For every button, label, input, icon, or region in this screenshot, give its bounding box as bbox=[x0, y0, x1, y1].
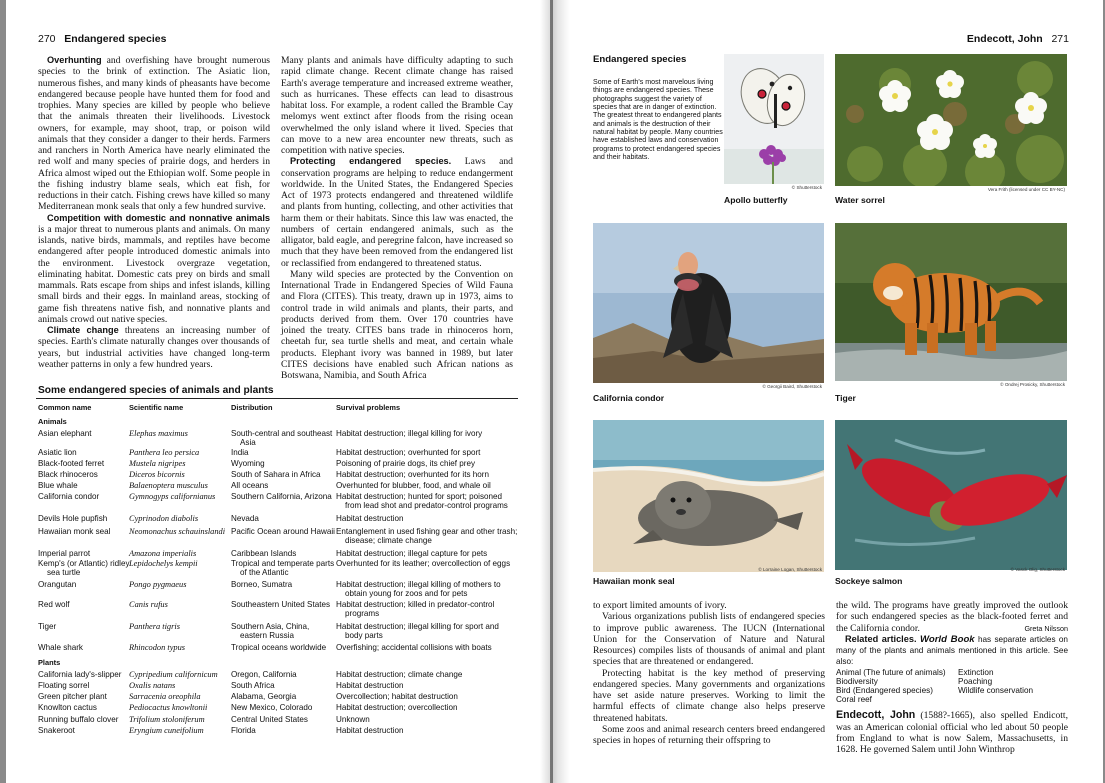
related-intro: has separate articles on many of the plants and animals mentioned in this article. See also: bbox=[836, 634, 1068, 667]
credit-sorrel: Vera Frith (licensed under CC BY-NC) bbox=[987, 187, 1065, 192]
cell-distribution: Central United States bbox=[231, 715, 308, 724]
cell-survival-problems: Habitat destruction; hunted for sport; poisoned from lead shot and predator-control programs bbox=[336, 492, 508, 511]
cell-survival-problems: Habitat destruction; overcollection bbox=[336, 703, 458, 712]
cell-common-name: Whale shark bbox=[38, 643, 83, 652]
paragraph: the wild. The programs have greatly improved the outlook for such endangered species as the black-footed ferret and the California condor. bbox=[836, 600, 1068, 634]
related-articles-list bbox=[836, 668, 1068, 705]
cell-distribution: Oregon, California bbox=[231, 670, 297, 679]
sorrel-image bbox=[835, 54, 1067, 186]
cell-scientific-name: Cypripedium californicum bbox=[129, 670, 218, 679]
sidebar-title: Endangered species bbox=[593, 54, 687, 65]
paragraph: Some zoos and animal research centers breed endangered species in hopes of returning their offspring to bbox=[593, 723, 825, 746]
left-column-2 bbox=[281, 55, 513, 381]
cell-survival-problems: Habitat destruction; illegal killing for sport and body parts bbox=[336, 622, 499, 641]
cell-distribution: Borneo, Sumatra bbox=[231, 580, 293, 589]
animals-label: Animals bbox=[38, 417, 67, 426]
cell-distribution: Alabama, Georgia bbox=[231, 692, 297, 701]
cell-distribution: Nevada bbox=[231, 514, 259, 523]
section-title: Endangered species bbox=[64, 33, 167, 45]
cell-survival-problems: Habitat destruction; overhunted for sport bbox=[336, 448, 481, 457]
cell-scientific-name: Pediocactus knowltonii bbox=[129, 703, 208, 712]
cell-common-name: Floating sorrel bbox=[38, 681, 90, 690]
left-column-1 bbox=[38, 55, 270, 370]
cell-scientific-name: Gymnogyps californianus bbox=[129, 492, 216, 501]
header-survival-problems: Survival problems bbox=[336, 403, 401, 412]
cell-survival-problems: Habitat destruction; illegal killing of mothers to obtain young for zoos and for pets bbox=[336, 580, 501, 599]
cell-distribution: Wyoming bbox=[231, 459, 265, 468]
cell-distribution: India bbox=[231, 448, 249, 457]
cell-survival-problems: Overcollection; habitat destruction bbox=[336, 692, 458, 701]
para-lead: Overhunting bbox=[47, 55, 102, 65]
paragraph: Laws and conservation programs are helping to reduce endangerment worldwide. In the United States, the Endangered Species Act of 1973 protects endangered and threatened wildlife and plants from hunting, collecting, and other activities that harm them or their habitats. Since this law was enacted, the numbers of certain endangered animals, such as the alligator, bald eagle, and peregrine falcon, have increased so much that they have been removed from the endangered list or reclassified from endangered to threatened status. bbox=[281, 156, 513, 269]
cell-distribution: South Africa bbox=[231, 681, 275, 690]
guide-word: Endecott, John bbox=[966, 33, 1043, 45]
related-label: Related articles. bbox=[845, 633, 917, 644]
photo-monk-seal bbox=[593, 420, 824, 572]
caption-apollo: Apollo butterfly bbox=[724, 195, 788, 205]
paragraph: Various organizations publish lists of endangered species to improve public awareness. The IUCN (International Union for the Conservation of Nature and Natural Resources) compiles lists of thousands of animal and plant species that are threatened or endangered. bbox=[593, 611, 825, 668]
cell-common-name: Running buffalo clover bbox=[38, 715, 119, 724]
cell-distribution: Tropical and temperate parts of the Atlantic bbox=[231, 559, 335, 578]
cell-survival-problems: Overhunted for its leather; overcollection of eggs bbox=[336, 559, 511, 568]
cell-scientific-name: Oxalis natans bbox=[129, 681, 176, 690]
paragraph: is a major threat to numerous plants and animals. On many islands, native birds, mammals, and reptiles have become endangered after people introduced domestic animals into the environment. Livestock overgraze vegetation, eliminating habitat. Domestic cats prey on birds and small mammals. Rats escape from ships and infest islands, killing small birds and their eggs. In mainland areas, stocking of game fish threatens native fish, and nonnative plants and animals crowd out native species. bbox=[38, 223, 270, 325]
cell-common-name: Hawaiian monk seal bbox=[38, 527, 111, 536]
salmon-image bbox=[835, 420, 1067, 570]
cell-survival-problems: Overhunted for blubber, food, and whale oil bbox=[336, 481, 491, 490]
entry-text: (1588?-1665), also spelled Endicott, was an American colonial official who led about 50 people from England to what is now Salem, Massachusetts, in 1628. He governed Salem until John Winthrop bbox=[836, 710, 1068, 756]
left-running-head bbox=[38, 33, 166, 45]
related-article-link[interactable]: Biodiversity bbox=[836, 676, 878, 686]
related-article-link bbox=[958, 695, 1068, 704]
left-page-number: 270 bbox=[38, 33, 56, 45]
cell-scientific-name: Panthera leo persica bbox=[129, 448, 200, 457]
credit-tiger: © Ondrej Prosicky, Shutterstock bbox=[1000, 382, 1065, 387]
seal-image bbox=[593, 420, 824, 572]
photo-apollo-butterfly bbox=[724, 54, 824, 184]
right-column-2 bbox=[836, 600, 1068, 755]
photo-tiger bbox=[835, 223, 1067, 381]
credit-salmon: © Vasck Olig, Shutterstock bbox=[1010, 567, 1065, 572]
para-lead: Climate change bbox=[47, 325, 119, 335]
caption-condor: California condor bbox=[593, 393, 665, 403]
butterfly-image bbox=[724, 54, 824, 184]
header-distribution: Distribution bbox=[231, 403, 273, 412]
caption-salmon: Sockeye salmon bbox=[835, 576, 903, 586]
entry-head: Endecott, John bbox=[836, 709, 916, 722]
cell-scientific-name: Amazona imperialis bbox=[129, 549, 197, 558]
cell-scientific-name: Diceros bicornis bbox=[129, 470, 185, 479]
cell-common-name: Red wolf bbox=[38, 600, 70, 609]
cell-survival-problems: Habitat destruction; overhunted for its horn bbox=[336, 470, 489, 479]
right-running-head bbox=[967, 33, 1069, 45]
author-credit: Greta Nilsson bbox=[1024, 623, 1068, 633]
cell-survival-problems: Habitat destruction bbox=[336, 514, 404, 523]
plants-label: Plants bbox=[38, 658, 61, 667]
table-top-rule bbox=[36, 398, 518, 399]
cell-survival-problems: Habitat destruction bbox=[336, 726, 404, 735]
cell-common-name: Imperial parrot bbox=[38, 549, 91, 558]
cell-scientific-name: Elephas maximus bbox=[129, 429, 188, 438]
species-table bbox=[38, 403, 518, 743]
cell-distribution: Caribbean Islands bbox=[231, 549, 297, 558]
related-article-link[interactable]: Extinction bbox=[958, 667, 994, 677]
cell-common-name: California lady's-slipper bbox=[38, 670, 122, 679]
cell-scientific-name: Cyprinodon diabolis bbox=[129, 514, 199, 523]
para-lead: Competition with domestic and nonnative animals bbox=[47, 212, 270, 223]
credit-seal: © Lorraine Logan, Shutterstock bbox=[758, 567, 822, 572]
cell-distribution: Southern Asia, China, eastern Russia bbox=[231, 622, 310, 641]
cell-survival-problems: Poisoning of prairie dogs, its chief prey bbox=[336, 459, 476, 468]
paragraph: Many plants and animals have difficulty adapting to such rapid climate change. Recent climate change has raised Earth's average temperature and increased extreme weather, such as hurricanes. These effects can lead to disastrous habitat loss. For example, a rodent called the Bramble Cay melomys went extinct after floods from the rising ocean overwhelmed the only island where it lived. Species that can move to a new area encounter new threats, such as competition with native species. bbox=[281, 55, 513, 156]
sidebar-text: Some of Earth's most marvelous living things are endangered species. These photographs suggest the variety of species that are in danger of extinction. The greatest threat to endangered plants and animals is the destruction of their natural habitat by people. Many countries have established laws and conservation programs to protect endangered species and their habitats. bbox=[593, 78, 723, 162]
table-title: Some endangered species of animals and plants bbox=[38, 385, 274, 396]
cell-common-name: California condor bbox=[38, 492, 100, 501]
header-common-name: Common name bbox=[38, 403, 92, 412]
photo-salmon bbox=[835, 420, 1067, 570]
caption-seal: Hawaiian monk seal bbox=[593, 576, 675, 586]
related-source: World Book bbox=[919, 633, 975, 645]
cell-survival-problems: Entanglement in used fishing gear and other trash; disease; climate change bbox=[336, 527, 518, 546]
cell-survival-problems: Overfishing; accidental collisions with boats bbox=[336, 643, 492, 652]
cell-distribution: Southeastern United States bbox=[231, 600, 330, 609]
condor-image bbox=[593, 223, 824, 383]
related-article-link[interactable]: Animal (The future of animals) bbox=[836, 667, 946, 677]
related-article-link[interactable]: Coral reef bbox=[836, 695, 872, 705]
photo-condor bbox=[593, 223, 824, 383]
cell-distribution: Southern California, Arizona bbox=[231, 492, 332, 501]
cell-common-name: Devils Hole pupfish bbox=[38, 514, 108, 523]
header-scientific-name: Scientific name bbox=[129, 403, 184, 412]
paragraph: Many wild species are protected by the Convention on International Trade in Endangered Species of Wild Fauna and Flora (CITES). This treaty, drawn up in 1973, aims to control trade in wild animals and plants, their parts, and products derived from them. Over 170 countries have joined the treaty. CITES bans trade in rhinoceros horn, cheetah fur, sea turtle shells and meat, and certain whale products. Elephant ivory was banned in 1989, but later CITES decisions have enabled such African nations as Botswana, Namibia, and South Africa bbox=[281, 268, 513, 381]
credit-apollo: © Shutterstock bbox=[791, 185, 822, 190]
cell-scientific-name: Rhincodon typus bbox=[129, 643, 186, 652]
cell-common-name: Orangutan bbox=[38, 580, 77, 589]
cell-common-name: Green pitcher plant bbox=[38, 692, 107, 701]
cell-scientific-name: Mustela nigripes bbox=[129, 459, 186, 468]
right-page bbox=[553, 0, 1103, 783]
cell-distribution: Pacific Ocean around Hawaii bbox=[231, 527, 335, 536]
right-column-1 bbox=[593, 600, 825, 746]
cell-scientific-name: Eryngium cuneifolium bbox=[129, 726, 204, 735]
left-page bbox=[6, 0, 550, 783]
photo-water-sorrel bbox=[835, 54, 1067, 186]
tiger-image bbox=[835, 223, 1067, 381]
cell-scientific-name: Pongo pygmaeus bbox=[129, 580, 187, 589]
cell-distribution: New Mexico, Colorado bbox=[231, 703, 313, 712]
right-page-number: 271 bbox=[1051, 33, 1069, 45]
paragraph: to export limited amounts of ivory. bbox=[593, 600, 727, 611]
cell-common-name: Kemp's (or Atlantic) ridley sea turtle bbox=[38, 559, 130, 578]
cell-common-name: Asiatic lion bbox=[38, 448, 77, 457]
cell-common-name: Knowlton cactus bbox=[38, 703, 97, 712]
cell-survival-problems: Habitat destruction; illegal killing for ivory bbox=[336, 429, 483, 438]
cell-scientific-name: Lepidochelys kempii bbox=[129, 559, 198, 568]
cell-scientific-name: Canis rufus bbox=[129, 600, 168, 609]
cell-distribution: Florida bbox=[231, 726, 256, 735]
related-article-link[interactable]: Bird (Endangered species) bbox=[836, 685, 933, 695]
caption-sorrel: Water sorrel bbox=[835, 195, 885, 205]
cell-survival-problems: Habitat destruction; killed in predator-control programs bbox=[336, 600, 495, 619]
credit-condor: © Georgii Baird, Shutterstock bbox=[762, 384, 822, 389]
cell-common-name: Black-footed ferret bbox=[38, 459, 105, 468]
para-lead: Protecting endangered species. bbox=[290, 156, 452, 167]
cell-scientific-name: Panthera tigris bbox=[129, 622, 180, 631]
cell-distribution: South of Sahara in Africa bbox=[231, 470, 321, 479]
cell-distribution: Tropical oceans worldwide bbox=[231, 643, 327, 652]
cell-distribution: South-central and southeast Asia bbox=[231, 429, 333, 448]
cell-scientific-name: Sarracenia oreophila bbox=[129, 692, 201, 701]
related-article-link[interactable]: Poaching bbox=[958, 676, 993, 686]
cell-common-name: Blue whale bbox=[38, 481, 78, 490]
paragraph: and overfishing have brought numerous species to the brink of extinction. The Asiatic lion, numerous fishes, and many kinds of pheasants have become endangered because people have hunted them for food and trophies. Many species are killed by people who believe that the animals threaten their livelihoods. Livestock owners, for example, may shoot, trap, or poison wild animals that they consider a danger to their herds. Farmers and ranchers in North America have nearly eliminated the red wolf and many species of prairie dogs, and herders in Africa almost wiped out the Ethiopian wolf. Some people in the fishing industry blame seals, which eat fish, for reductions in their catch. Fishing crews have killed so many Mediterranean monk seals that only a few hundred survive. bbox=[38, 55, 270, 213]
cell-survival-problems: Habitat destruction; climate change bbox=[336, 670, 463, 679]
caption-tiger: Tiger bbox=[835, 393, 856, 403]
cell-scientific-name: Trifolium stoloniferum bbox=[129, 715, 205, 724]
related-article-link[interactable]: Wildlife conservation bbox=[958, 685, 1034, 695]
paragraph: Protecting habitat is the key method of preserving endangered species. Many governments and organizations have set aside nature preserves. Working to limit the harmful effects of climate change also helps preserve threatened habitats. bbox=[593, 667, 825, 724]
cell-distribution: All oceans bbox=[231, 481, 269, 490]
cell-common-name: Black rhinoceros bbox=[38, 470, 98, 479]
cell-common-name: Tiger bbox=[38, 622, 57, 631]
cell-scientific-name: Balaenoptera musculus bbox=[129, 481, 208, 490]
cell-survival-problems: Habitat destruction; illegal capture for pets bbox=[336, 549, 488, 558]
paragraph: threatens an increasing number of species. Earth's climate naturally changes over thousands of years, but industrial activities have changed long-term weather patterns in only a few hundred years. bbox=[38, 325, 270, 370]
cell-scientific-name: Neomonachus schauinslandi bbox=[129, 527, 226, 536]
cell-survival-problems: Unknown bbox=[336, 715, 370, 724]
cell-common-name: Asian elephant bbox=[38, 429, 92, 438]
cell-survival-problems: Habitat destruction bbox=[336, 681, 404, 690]
cell-common-name: Snakeroot bbox=[38, 726, 75, 735]
